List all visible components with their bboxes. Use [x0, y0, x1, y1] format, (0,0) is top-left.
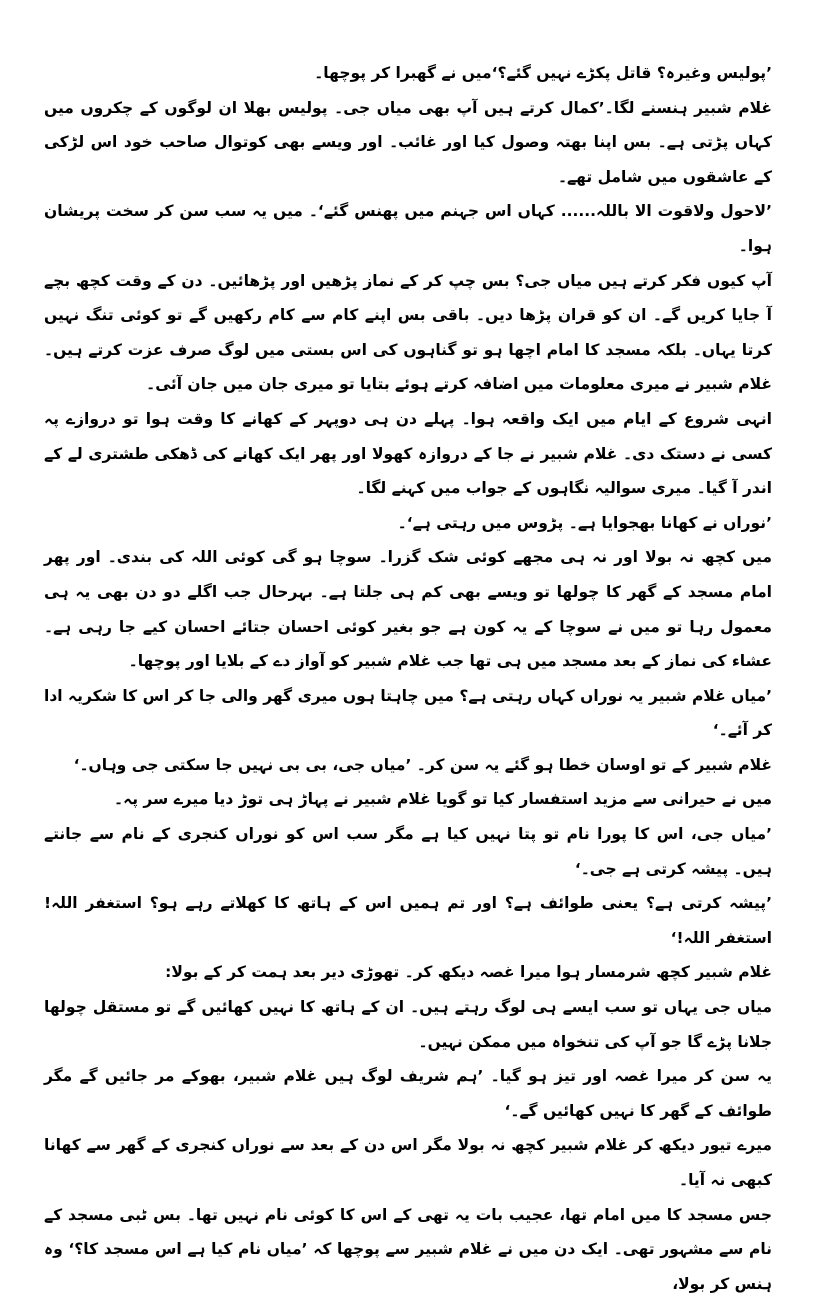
- paragraph-7: میں کچھ نہ بولا اور نہ ہی مجھے کوئی شک گزرا۔ سوچا ہو گی کوئی اللہ کی بندی۔ اور پھر امام مسجد کے گھر کا چولھا تو ویسے بھی کم ہی جلتا ہے۔ بہرحال جب اگلے دو دن بھی یہ ہی معمول رہا تو میں نے سوچا کے یہ کون ہے جو بغیر کوئی احسان جتائے احسان کیے جا رہی ہے۔ عشاء کی نماز کے بعد مسجد میں ہی تھا جب غلام شبیر کو آواز دے کے بلایا اور پوچھا۔: [44, 548, 772, 671]
- paragraph-12: ’پیشہ کرتی ہے؟ یعنی طوائف ہے؟ اور تم ہمیں اس کے ہاتھ کا کھلاتے رہے ہو؟ استغفر اللہ! استغفر اللہ!‘: [44, 894, 772, 947]
- paragraph-16: میرے تیور دیکھ کر غلام شبیر کچھ نہ بولا مگر اس دن کے بعد سے نوراں کنجری کے گھر سے کھانا کبھی نہ آیا۔: [44, 1136, 772, 1189]
- paragraph-9: غلام شبیر کے تو اوسان خطا ہو گئے یہ سن کر۔ ’میاں جی، بی بی نہیں جا سکتی جی وہاں۔‘: [73, 755, 772, 774]
- document-page: [44, 56, 772, 1301]
- paragraph-4: آپ کیوں فکر کرتے ہیں میاں جی؟ بس چپ کر کے نماز پڑھیں اور پڑھائیں۔ دن کے وقت کچھ بچے آ جایا کریں گے۔ ان کو قران پڑھا دیں۔ باقی بس اپنے کام سے کام رکھیں گے تو کوئی تنگ نہیں کرتا یہاں۔ بلکہ مسجد کا امام اچھا ہو تو گناہوں کی اس بستی میں لوگ صرف عزت کرتے ہیں۔ غلام شبیر نے میری معلومات میں اضافہ کرتے ہوئے بتایا تو میری جان میں جان آئی۔: [44, 271, 772, 394]
- paragraph-6: ’نوراں نے کھانا بھجوایا ہے۔ پڑوس میں رہتی ہے‘۔: [397, 513, 772, 532]
- paragraph-8: ’میاں غلام شبیر یہ نوراں کہاں رہتی ہے؟ میں چاہتا ہوں میری گھر والی جا کر اس کا شکریہ ادا کر آئے۔‘: [44, 686, 772, 740]
- paragraph-1: ’پولیس وغیرہ؟ قاتل پکڑے نہیں گئے؟‘میں نے گھبرا کر پوچھا۔: [314, 64, 772, 82]
- paragraph-14: میاں جی یہاں تو سب ایسے ہی لوگ رہتے ہیں۔ ان کے ہاتھ کا نہیں کھائیں گے تو مستقل چولھا جلانا پڑے گا جو آپ کی تنخواہ میں ممکن نہیں۔: [44, 998, 772, 1051]
- paragraph-11: ’میاں جی، اس کا پورا نام تو پتا نہیں کیا ہے مگر سب اس کو نوراں کنجری کے نام سے جانتے ہیں۔ پیشہ کرتی ہے جی۔‘: [44, 825, 772, 878]
- paragraph-5: انہی شروع کے ایام میں ایک واقعہ ہوا۔ پہلے دن ہی دوپہر کے کھانے کا وقت ہوا تو دروازے پہ کسی نے دستک دی۔ غلام شبیر نے جا کے دروازہ کھولا اور پھر ایک کھانے کی ڈھکی طشتری لے کے اندر آ گیا۔ میری سوالیہ نگاہوں کے جواب میں کہنے لگا۔: [44, 409, 772, 498]
- paragraph-3: ’لاحول ولاقوت الا باللہ...... کہاں اس جہنم میں پھنس گئے‘۔ میں یہ سب سن کر سخت پریشان ہوا۔: [44, 202, 772, 255]
- paragraph-10: میں نے حیرانی سے مزید استفسار کیا تو گویا غلام شبیر نے پہاڑ ہی توڑ دیا میرے سر پہ۔: [114, 790, 772, 809]
- paragraph-2: غلام شبیر ہنسنے لگا۔’کمال کرتے ہیں آپ بھی میاں جی۔ پولیس بھلا ان لوگوں کے چکروں میں کہاں پڑتی ہے۔ بس اپنا بھتہ وصول کیا اور غائب۔ اور ویسے بھی کوتوال صاحب خود اس لڑکی کے عاشقوں میں شامل تھے۔: [44, 98, 772, 186]
- paragraph-15: یہ سن کر میرا غصہ اور تیز ہو گیا۔ ’ہم شریف لوگ ہیں غلام شبیر، بھوکے مر جائیں گے مگر طوائف کے گھر کا نہیں کھائیں گے۔‘: [44, 1067, 772, 1120]
- paragraph-17: جس مسجد کا میں امام تھا، عجیب بات یہ تھی کے اس کا کوئی نام نہیں تھا۔ بس ٹبی مسجد کے نام سے مشہور تھی۔ ایک دن میں نے غلام شبیر سے پوچھا کہ ’میاں نام کیا ہے اس مسجد کا؟‘ وہ ہنس کر بولا،: [44, 1205, 772, 1293]
- paragraph-13: غلام شبیر کچھ شرمسار ہوا میرا غصہ دیکھ کر۔ تھوڑی دیر بعد ہمت کر کے بولا:: [165, 963, 772, 982]
